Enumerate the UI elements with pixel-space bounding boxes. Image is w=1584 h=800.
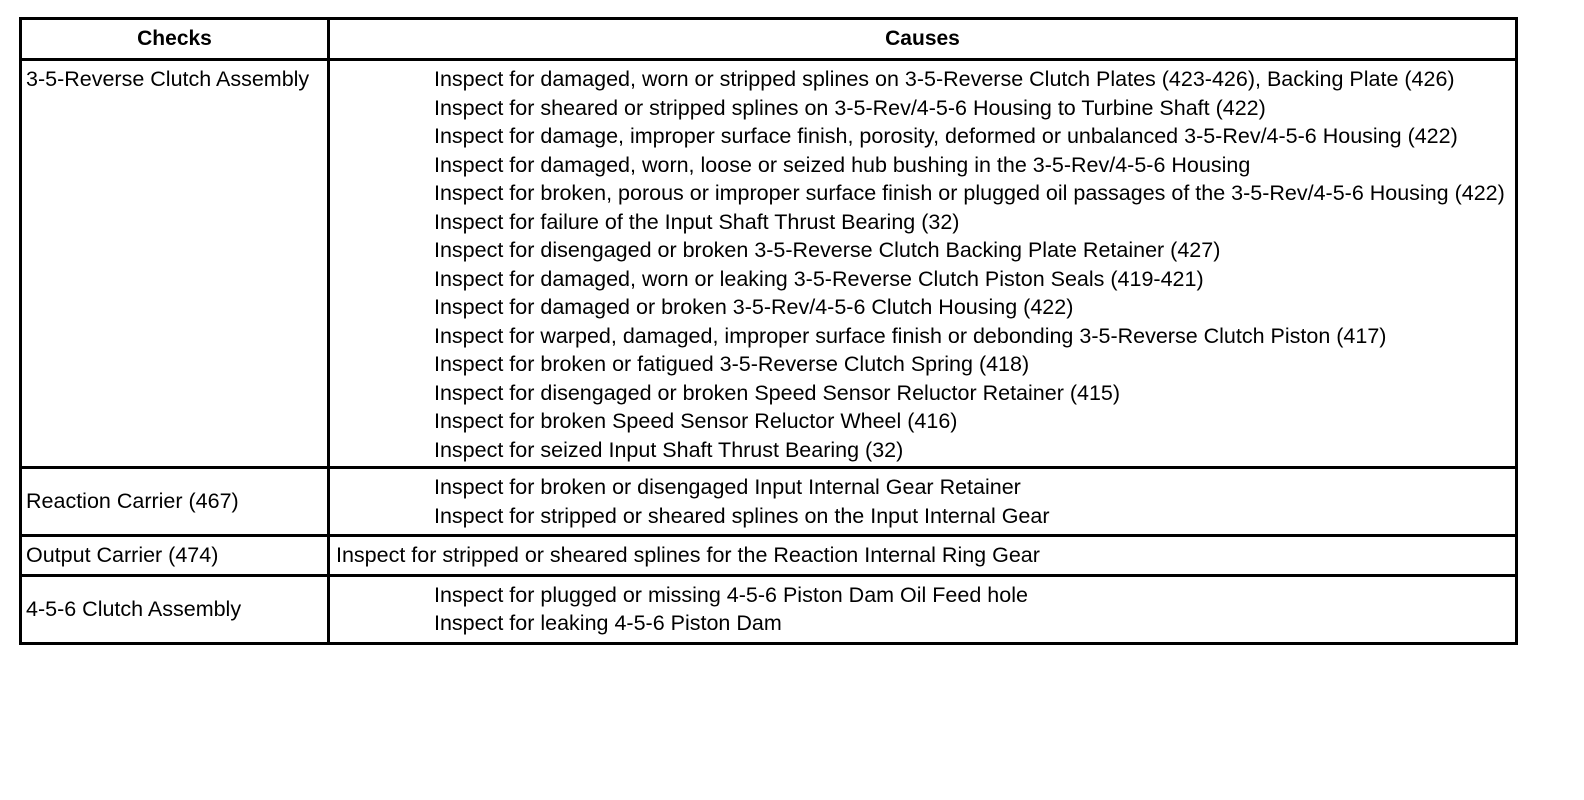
cause-item: Inspect for damaged, worn or leaking 3-5-Reverse Clutch Piston Seals (419-421) <box>434 266 1204 291</box>
cause-item: Inspect for broken Speed Sensor Reluctor Wheel (416) <box>434 409 958 433</box>
check-cell: 4-5-6 Clutch Assembly <box>21 575 329 643</box>
cause-item: Inspect for damaged or broken 3-5-Rev/4-5-6 Clutch Housing (422) <box>434 295 1074 319</box>
cause-item: Inspect for sheared or stripped splines on 3-5-Rev/4-5-6 Housing to Turbine Shaft (422) <box>434 95 1266 120</box>
table-row <box>21 60 1517 468</box>
cause-item: Inspect for disengaged or broken 3-5-Reverse Clutch Backing Plate Retainer (427) <box>434 238 1221 262</box>
cause-item: Inspect for stripped or sheared splines on the Input Internal Gear <box>434 503 1050 528</box>
causes-cell <box>329 536 1517 576</box>
checks-causes-table <box>19 17 1518 645</box>
check-cell: Output Carrier (474) <box>21 536 329 576</box>
check-cell: 3-5-Reverse Clutch Assembly <box>21 60 329 468</box>
cause-item: Inspect for broken or fatigued 3-5-Reverse Clutch Spring (418) <box>434 352 1030 376</box>
cause-item: Inspect for damaged, worn or stripped splines on 3-5-Reverse Clutch Plates (423-426), Backing Plate (426) <box>434 67 1455 91</box>
table-row <box>21 536 1517 576</box>
causes-cell <box>329 60 1517 468</box>
cause-item: Inspect for broken, porous or improper surface finish or plugged oil passages of the 3-5-Rev/4-5-6 Housing (422) <box>434 181 1505 205</box>
cause-item: Inspect for damage, improper surface finish, porosity, deformed or unbalanced 3-5-Rev/4-5-6 Housing (422) <box>434 124 1458 148</box>
cause-item: Inspect for broken or disengaged Input Internal Gear Retainer <box>434 475 1021 499</box>
cause-item: Inspect for warped, damaged, improper surface finish or debonding 3-5-Reverse Clutch Piston (417) <box>434 323 1387 348</box>
causes-cell <box>329 468 1517 536</box>
cause-item: Inspect for disengaged or broken Speed Sensor Reluctor Retainer (415) <box>434 380 1121 405</box>
cause-item: Inspect for stripped or sheared splines for the Reaction Internal Ring Gear <box>336 543 1040 567</box>
table-row <box>21 575 1517 643</box>
checks-header: Checks <box>21 19 329 60</box>
cause-item: Inspect for failure of the Input Shaft Thrust Bearing (32) <box>434 209 960 234</box>
causes-cell <box>329 575 1517 643</box>
check-cell: Reaction Carrier (467) <box>21 468 329 536</box>
causes-header: Causes <box>329 19 1517 60</box>
table-row <box>21 468 1517 536</box>
header-row <box>21 19 1517 60</box>
cause-item: Inspect for leaking 4-5-6 Piston Dam <box>434 611 782 635</box>
cause-item: Inspect for seized Input Shaft Thrust Bearing (32) <box>434 437 904 462</box>
cause-item: Inspect for damaged, worn, loose or seized hub bushing in the 3-5-Rev/4-5-6 Housing <box>434 152 1251 177</box>
cause-item: Inspect for plugged or missing 4-5-6 Piston Dam Oil Feed hole <box>434 582 1028 607</box>
